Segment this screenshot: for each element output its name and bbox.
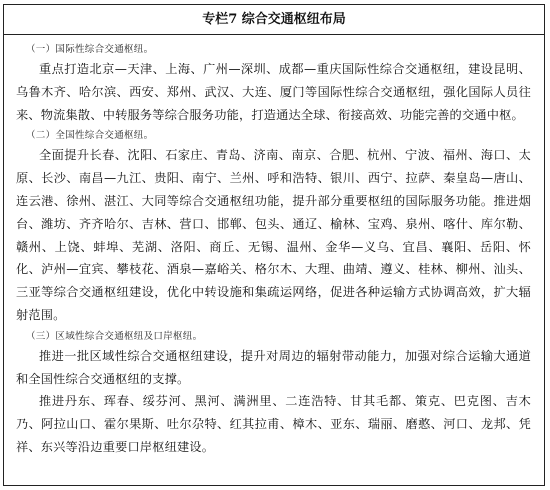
section-heading-international: （一）国际性综合交通枢纽。 xyxy=(26,44,154,55)
section-paragraph: 全面提升长春、沈阳、石家庄、青岛、济南、南京、合肥、杭州、宁波、福州、海口、太原、长沙、南昌—九江、贵阳、南宁、兰州、呼和浩特、银川、西宁、拉萨、秦皇岛—唐山、连云港、徐州、湛江、大同等综合交通枢纽功能，提升部分重要枢纽的国际服务功能。推进烟台、潍坊、齐齐哈尔、吉林、营口、邯郸、包头、通辽、榆林、宝鸡、泉州、喀什、库尔勒、赣州、上饶、蚌埠、芜湖、洛阳、商丘、无锡、温州、金华—义乌、宜昌、襄阳、岳阳、怀化、泸州—宜宾、攀枝花、酒泉—嘉峪关、格尔木、大理、曲靖、遵义、桂林、柳州、汕头、三亚等综合交通枢纽建设，优化中转设施和集疏运网络，促进各种运输方式协调高效，扩大辐射范围。 xyxy=(16,148,531,322)
column-box xyxy=(3,4,545,486)
box-content xyxy=(4,35,544,485)
section-paragraph: 重点打造北京—天津、上海、广州—深圳、成都—重庆国际性综合交通枢纽，建设昆明、乌鲁木齐、哈尔滨、西安、郑州、武汉、大连、厦门等国际性综合交通枢纽，强化国际人员往来、物流集散、中转服务等综合服务功能，打造通达全球、衔接高效、功能完善的交通中枢。 xyxy=(16,62,531,122)
box-title: 专栏7 综合交通枢纽布局 xyxy=(4,5,544,35)
section-heading-national: （二）全国性综合交通枢纽。 xyxy=(26,130,154,142)
section-paragraph: 推进一批区域性综合交通枢纽建设，提升对周边的辐射带动能力，加强对综合运输大通道和全国性综合交通枢纽的支撑。 xyxy=(16,348,531,386)
section-heading-regional: （三）区域性综合交通枢纽及口岸枢纽。 xyxy=(26,330,203,342)
section-paragraph: 推进丹东、珲春、绥芬河、黑河、满洲里、二连浩特、甘其毛都、策克、巴克图、吉木乃、阿拉山口、霍尔果斯、吐尔尕特、红其拉甫、樟木、亚东、瑞丽、磨憨、河口、龙邦、凭祥、东兴等沿边重要口岸枢纽建设。 xyxy=(16,394,531,454)
